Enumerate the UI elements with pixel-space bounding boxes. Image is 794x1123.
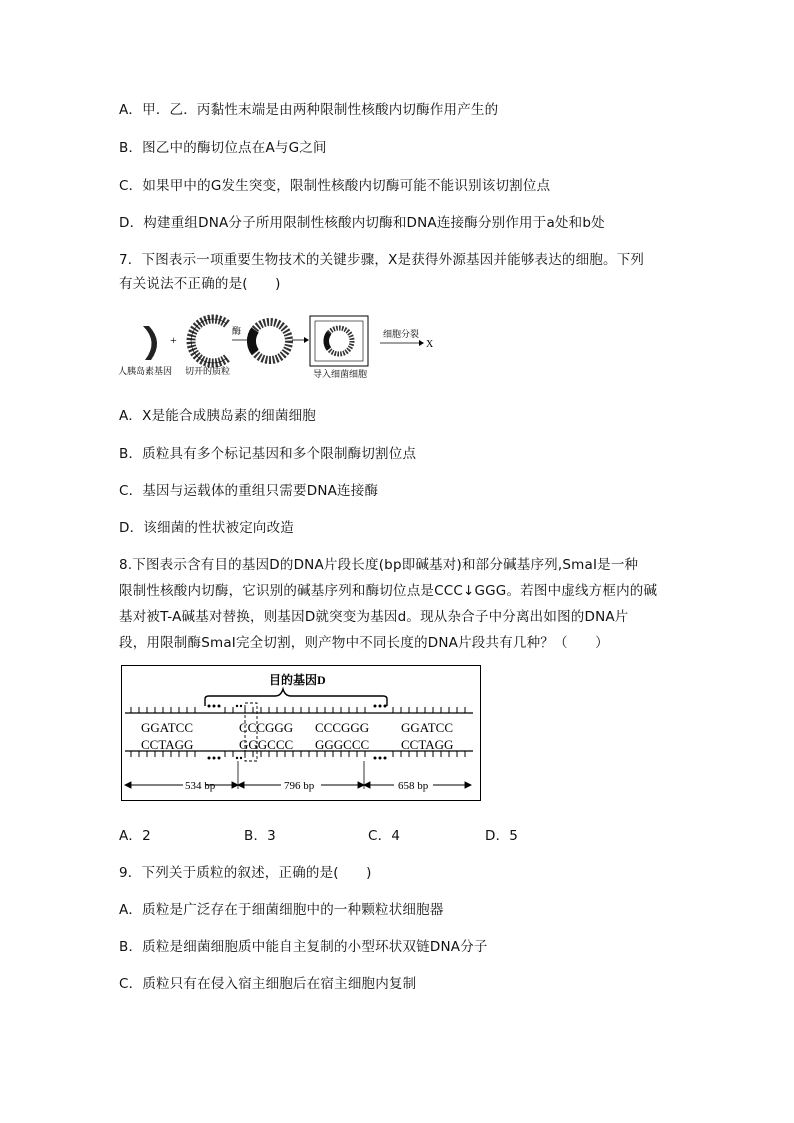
q8-stem-line1: 8.下图表示含有目的基因D的DNA片段长度(bp即碱基对)和部分碱基序列,SmaⅠ是一种	[119, 557, 639, 573]
gene-label: 人胰岛素基因	[118, 366, 173, 376]
q8-stem-line4: 段，用限制酶SmaⅠ完全切割，则产物中不同长度的DNA片段共有几种？（ ）	[119, 635, 609, 651]
q7-stem-line1: 7．下图表示一项重要生物技术的关键步骤，X是获得外源基因并能够表达的细胞。下列	[119, 252, 645, 268]
opened-plasmid-shape	[191, 319, 227, 363]
bacteria-label: 导入细菌细胞	[313, 369, 368, 379]
q8-option-c: C．4	[368, 828, 401, 844]
q9-option-c: C．质粒只有在侵入宿主细胞后在宿主细胞内复制	[119, 976, 417, 992]
q6-option-b: B．图乙中的酶切位点在A与G之间	[119, 140, 327, 156]
length-534: 534 bp	[185, 780, 216, 792]
seq-top-1: GGATCC	[141, 720, 194, 735]
enzyme-label: 酶	[232, 326, 242, 336]
q8-option-b: B．3	[244, 828, 276, 844]
q8-dna-figure	[121, 665, 481, 801]
q7-option-a: A．X是能合成胰岛素的细菌细胞	[119, 408, 316, 424]
q9-option-b: B．质粒是细菌细胞质中能自主复制的小型环状双链DNA分子	[119, 939, 488, 955]
q9-stem: 9．下列关于质粒的叙述，正确的是( )	[119, 865, 372, 881]
q8-stem-line2: 限制性核酸内切酶，它识别的碱基序列和酶切位点是CCC↓GGG。若图中虚线方框内的碱	[119, 583, 658, 599]
q8-option-a: A．2	[119, 828, 151, 844]
length-658: 658 bp	[398, 780, 429, 792]
q6-option-d: D．构建重组DNA分子所用限制性核酸内切酶和DNA连接酶分别作用于a处和b处	[119, 215, 605, 231]
gene-d-title: 目的基因D	[269, 673, 326, 687]
insulin-gene-shape	[143, 326, 157, 360]
seq-top-2: CCCGGG	[239, 720, 294, 735]
q7-stem-line2: 有关说法不正确的是( )	[119, 276, 281, 292]
q8-option-d: D．5	[485, 828, 519, 844]
seq-bottom-2: GGGCCC	[239, 737, 294, 752]
x-label: X	[426, 339, 434, 350]
q7-option-b: B．质粒具有多个标记基因和多个限制酶切割位点	[119, 446, 417, 462]
bacterium-cell	[310, 316, 368, 366]
plasmid-label: 切开的质粒	[185, 366, 231, 376]
seq-bottom-3: GGGCCC	[315, 737, 370, 752]
recombinant-plasmid	[251, 322, 289, 360]
seq-bottom-4: CCTAGG	[401, 737, 454, 752]
q8-stem-line3: 基对被T-A碱基对替换，则基因D就突变为基因d。现从杂合子中分离出如图的DNA片	[119, 609, 629, 625]
q6-option-c: C．如果甲中的G发生突变，限制性核酸内切酶可能不能识别该切割位点	[119, 178, 551, 194]
seq-top-3: CCCGGG	[315, 720, 370, 735]
seq-top-4: GGATCC	[401, 720, 454, 735]
plus-sign: +	[170, 333, 177, 347]
q9-option-a: A．质粒是广泛存在于细菌细胞中的一种颗粒状细胞器	[119, 902, 444, 918]
q7-option-d: D．该细菌的性状被定向改造	[119, 520, 294, 536]
seq-bottom-1: CCTAGG	[141, 737, 194, 752]
division-label: 细胞分裂	[383, 329, 420, 339]
q7-option-c: C．基因与运载体的重组只需要DNA连接酶	[119, 483, 379, 499]
length-796: 796 bp	[284, 780, 315, 792]
q6-option-a: A．甲．乙．丙黏性末端是由两种限制性核酸内切酶作用产生的	[119, 102, 499, 118]
q7-figure	[115, 310, 445, 382]
